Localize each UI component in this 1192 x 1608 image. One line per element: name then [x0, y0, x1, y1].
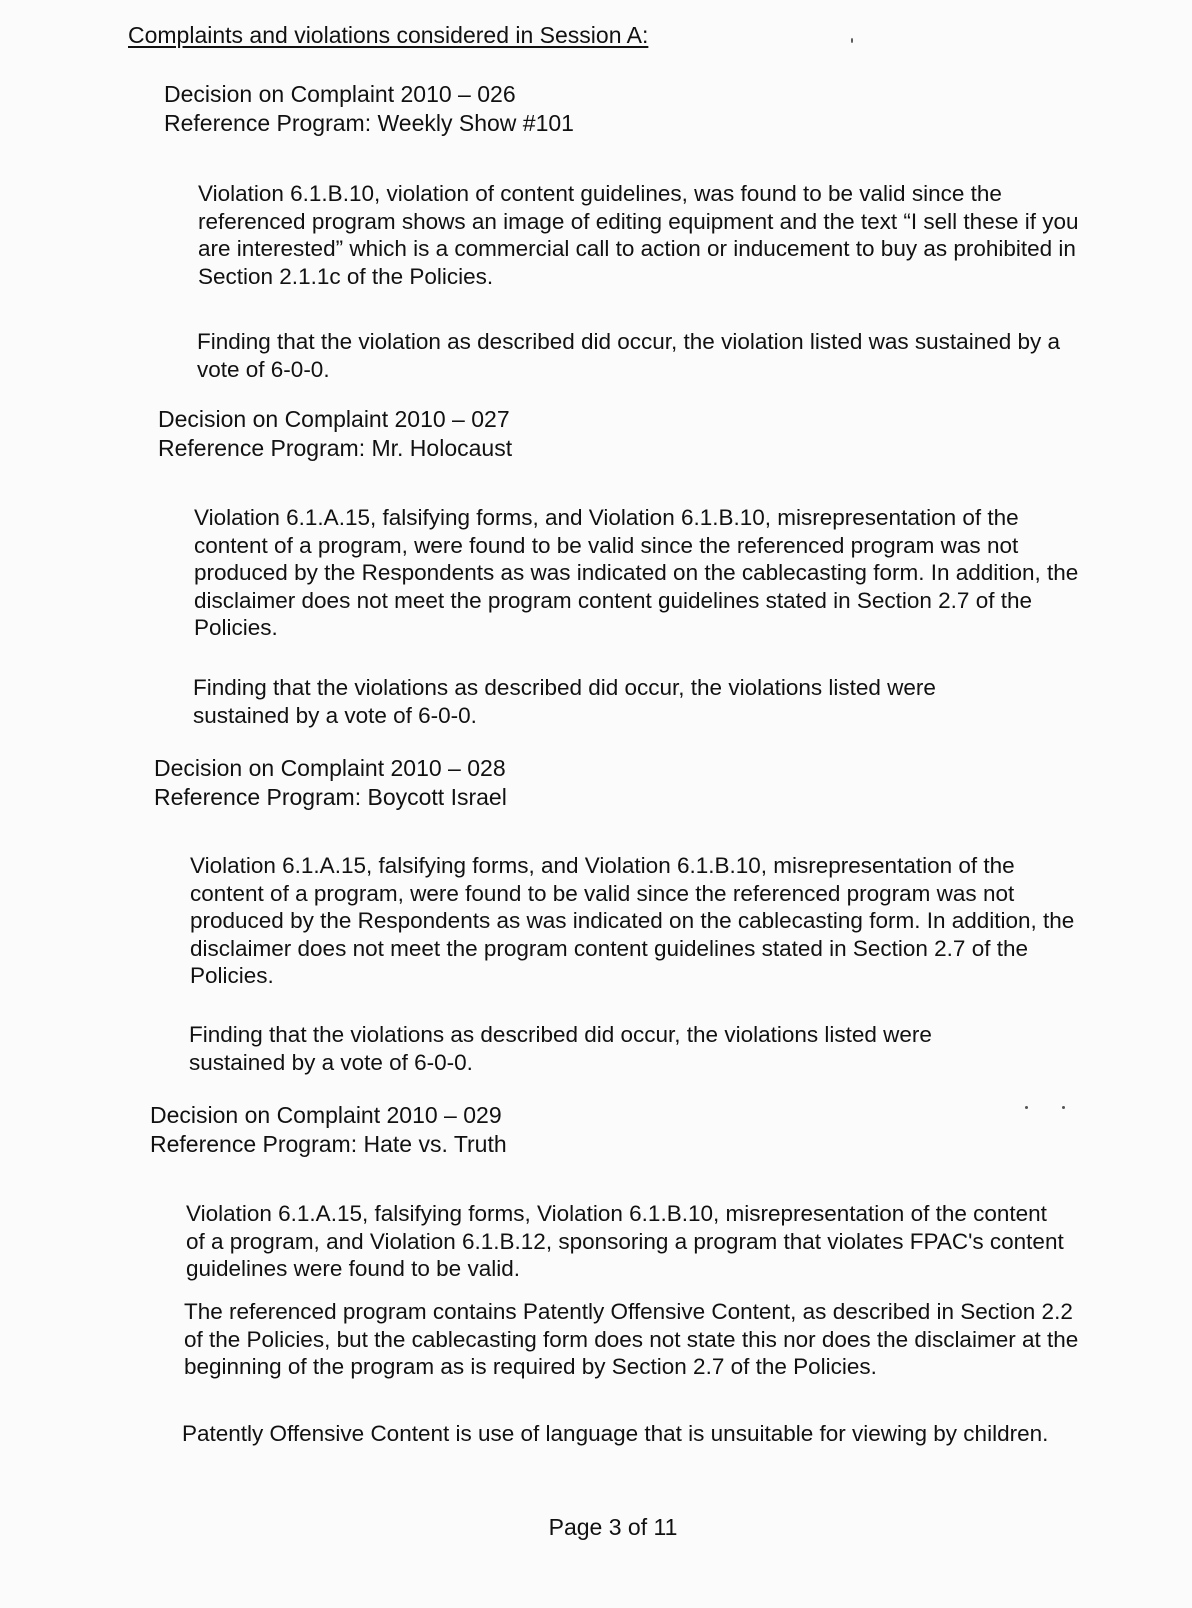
finding-paragraph: Violation 6.1.A.15, falsifying forms, Violation 6.1.B.10, misrepresentation of the content of a program, and Violation 6.1.B.12, sponsoring a program that violates FPAC's content guidelines were found to be valid.	[186, 1201, 1064, 1281]
scan-speck	[1025, 1106, 1028, 1109]
scan-speck	[1062, 1106, 1065, 1109]
decision-title: Decision on Complaint 2010 – 029	[150, 1102, 502, 1128]
vote-paragraph: Finding that the violations as described did occur, the violations listed were sustained by a vote of 6-0-0.	[189, 1022, 932, 1075]
scan-speck	[851, 38, 853, 43]
session-heading: Complaints and violations considered in Session A:	[128, 22, 649, 48]
definition-paragraph: Patently Offensive Content is use of language that is unsuitable for viewing by children.	[182, 1421, 1049, 1446]
vote-paragraph: Finding that the violation as described did occur, the violation listed was sustained by a vote of 6-0-0.	[197, 329, 1061, 382]
decision-title: Decision on Complaint 2010 – 028	[154, 755, 506, 781]
decision-title: Decision on Complaint 2010 – 026	[164, 81, 516, 107]
decision-block-027	[158, 405, 512, 463]
decision-block-029	[150, 1101, 507, 1159]
decision-block-028	[154, 754, 507, 812]
decision-title: Decision on Complaint 2010 – 027	[158, 406, 510, 432]
vote-paragraph: Finding that the violations as described did occur, the violations listed were sustained by a vote of 6-0-0.	[193, 675, 936, 728]
reference-program: Reference Program: Weekly Show #101	[164, 110, 574, 136]
reference-program: Reference Program: Hate vs. Truth	[150, 1131, 507, 1157]
content-paragraph: The referenced program contains Patently Offensive Content, as described in Section 2.2 of the Policies, but the cablecasting form does not state this nor does the disclaimer at the beginning of the program as is required by Section 2.7 of the Policies.	[184, 1299, 1079, 1379]
reference-program: Reference Program: Mr. Holocaust	[158, 435, 513, 461]
reference-program: Reference Program: Boycott Israel	[154, 784, 507, 810]
finding-paragraph: Violation 6.1.A.15, falsifying forms, and Violation 6.1.B.10, misrepresentation of the content of a program, were found to be valid since the referenced program was not produced by the Respondents as was indicated on the cablecasting form. In addition, the disclaimer does not meet the program content guidelines stated in Section 2.7 of the Policies.	[194, 505, 1079, 640]
finding-paragraph: Violation 6.1.B.10, violation of content guidelines, was found to be valid since the referenced program shows an image of editing equipment and the text “I sell these if you are interested” which is a commercial call to action or inducement to buy as prohibited in Section 2.1.1c of the Policies.	[198, 181, 1079, 289]
page-number: Page 3 of 11	[548, 1514, 678, 1540]
finding-paragraph: Violation 6.1.A.15, falsifying forms, and Violation 6.1.B.10, misrepresentation of the content of a program, were found to be valid since the referenced program was not produced by the Respondents as was indicated on the cablecasting form. In addition, the disclaimer does not meet the program content guidelines stated in Section 2.7 of the Policies.	[190, 853, 1075, 988]
decision-block-026	[164, 80, 574, 138]
